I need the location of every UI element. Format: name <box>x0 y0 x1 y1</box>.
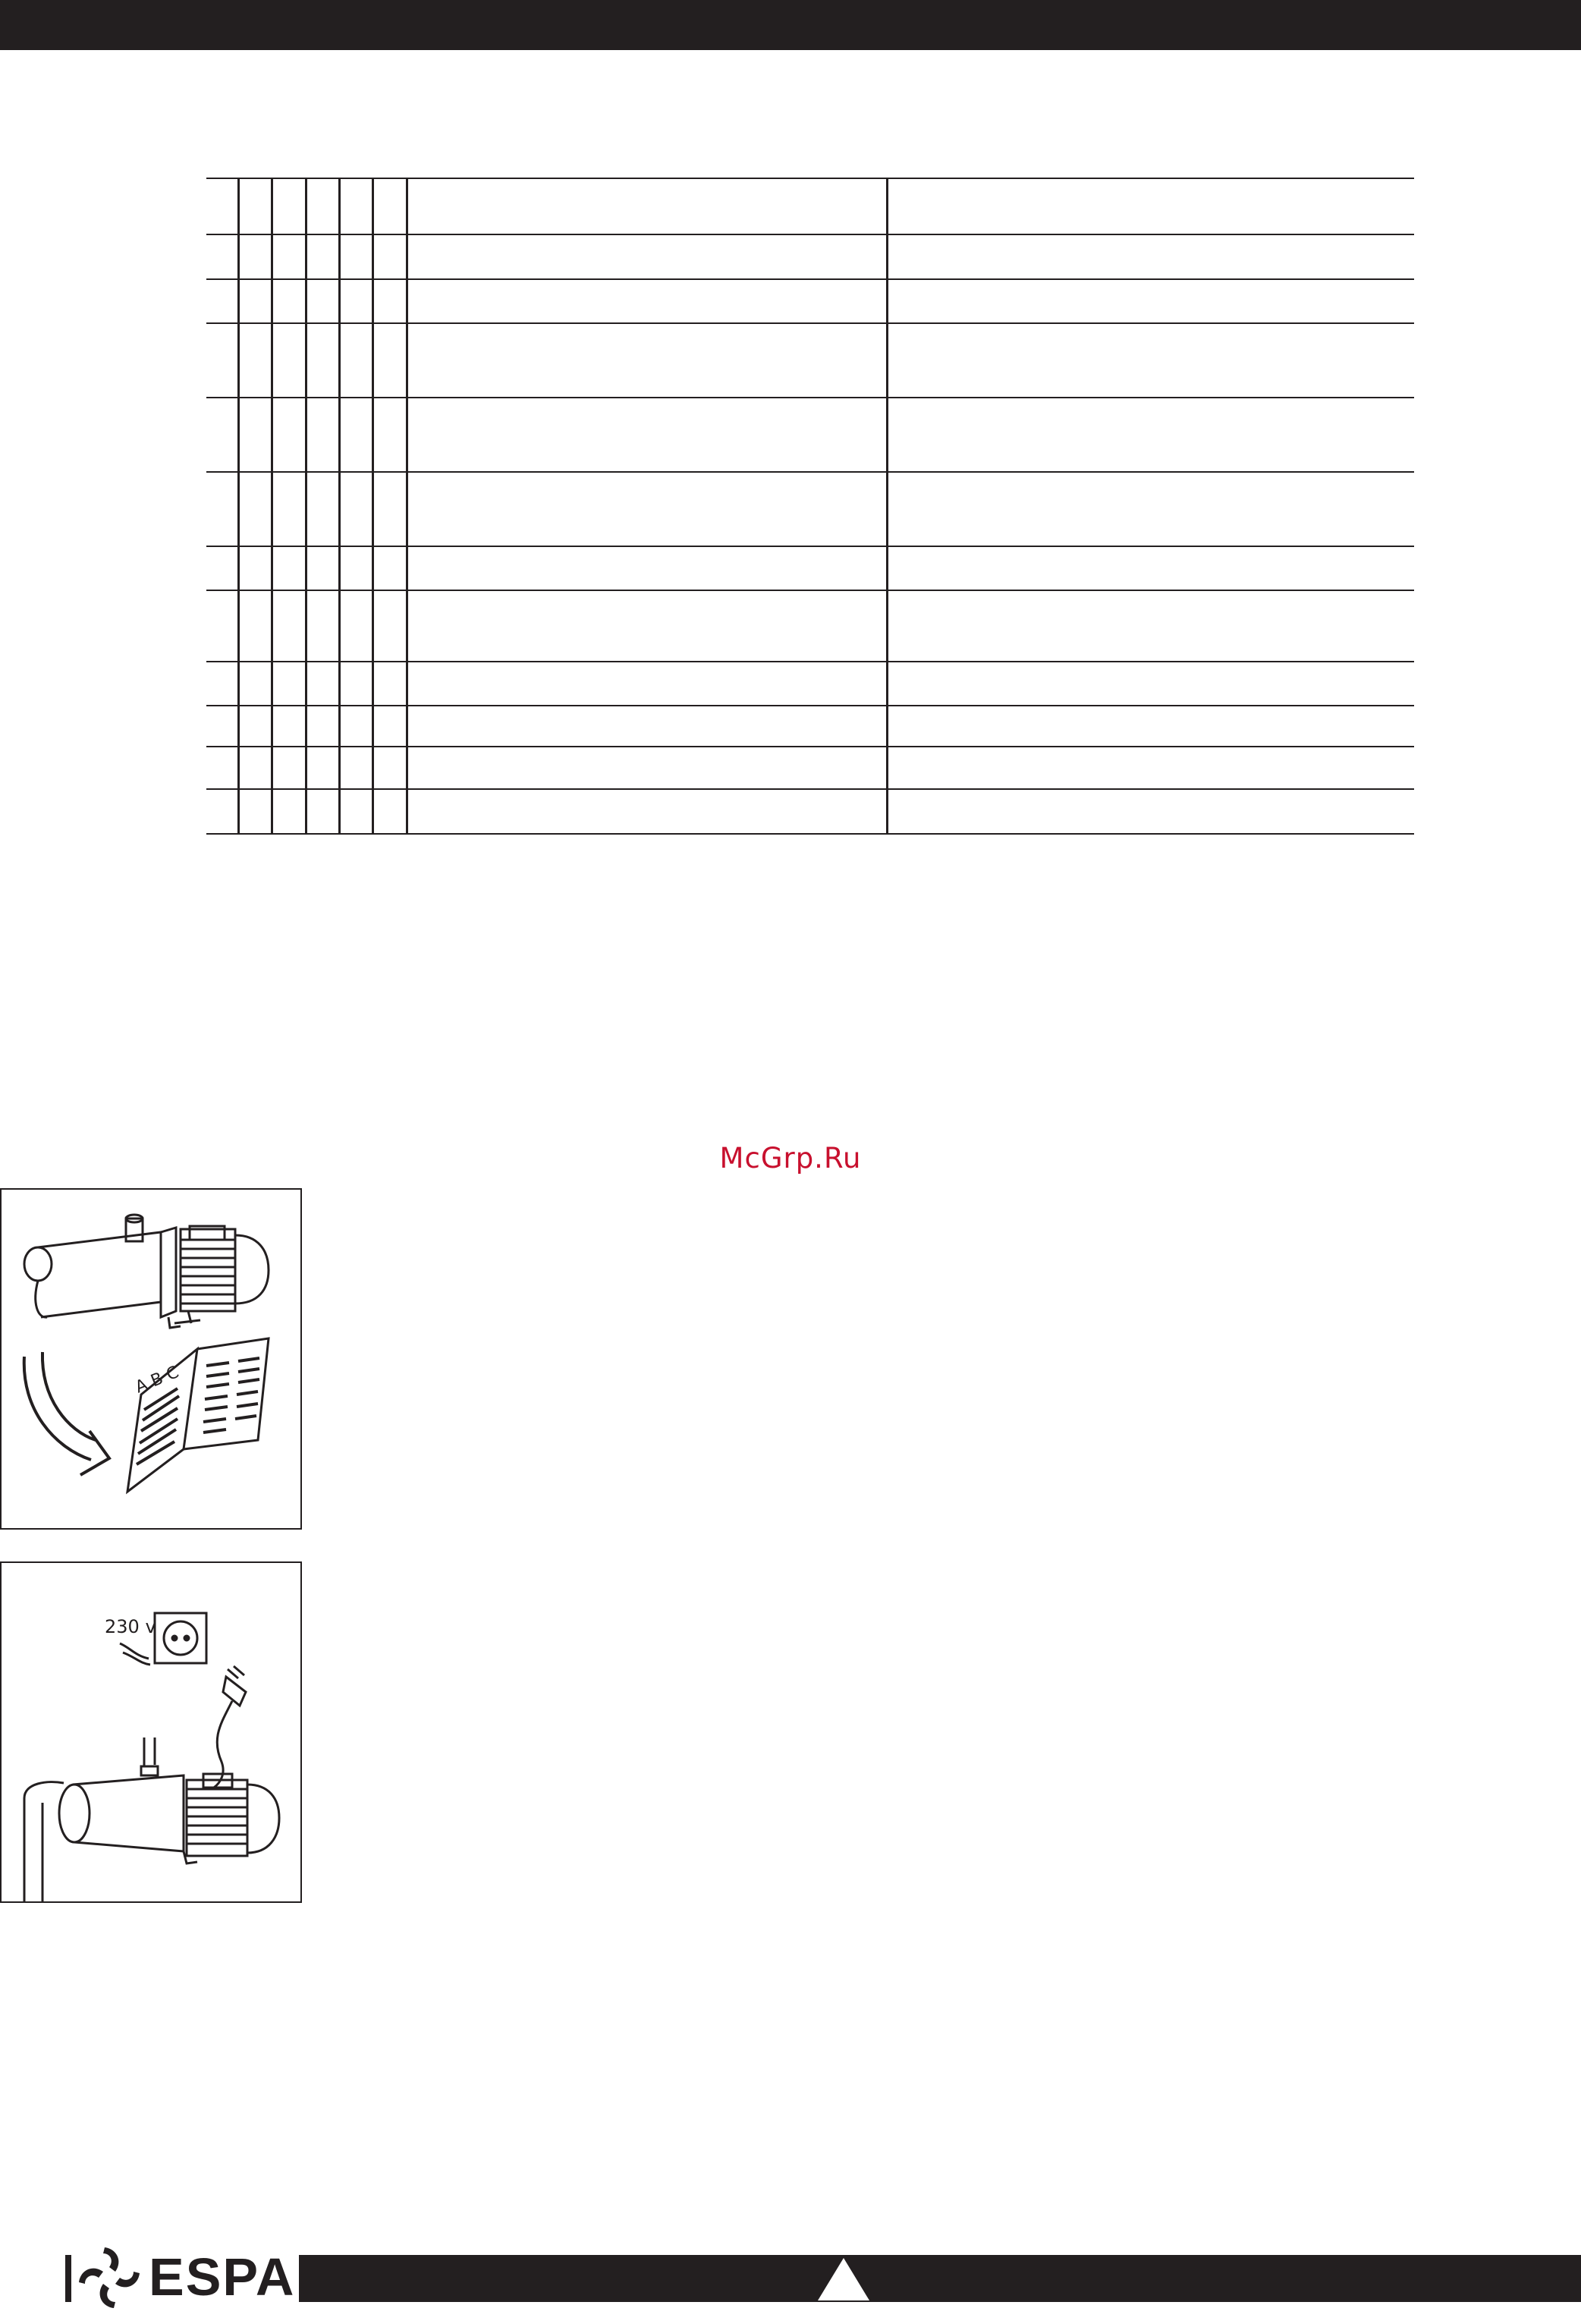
figure-power-connection <box>0 1561 302 1903</box>
troubleshooting-table <box>206 178 1414 835</box>
svg-text:A B C: A B C <box>132 1363 182 1398</box>
top-bar <box>0 0 1581 50</box>
voltage-label: 230 v <box>105 1616 156 1637</box>
espa-logo-text: ESPA <box>149 2247 296 2307</box>
warning-triangle-icon <box>816 2255 871 2302</box>
figure-read-manual <box>0 1188 302 1530</box>
pump-power-230v-icon <box>2 1563 302 1903</box>
watermark-text: McGrp.Ru <box>719 1142 862 1175</box>
pump-read-manual-icon <box>2 1190 302 1530</box>
